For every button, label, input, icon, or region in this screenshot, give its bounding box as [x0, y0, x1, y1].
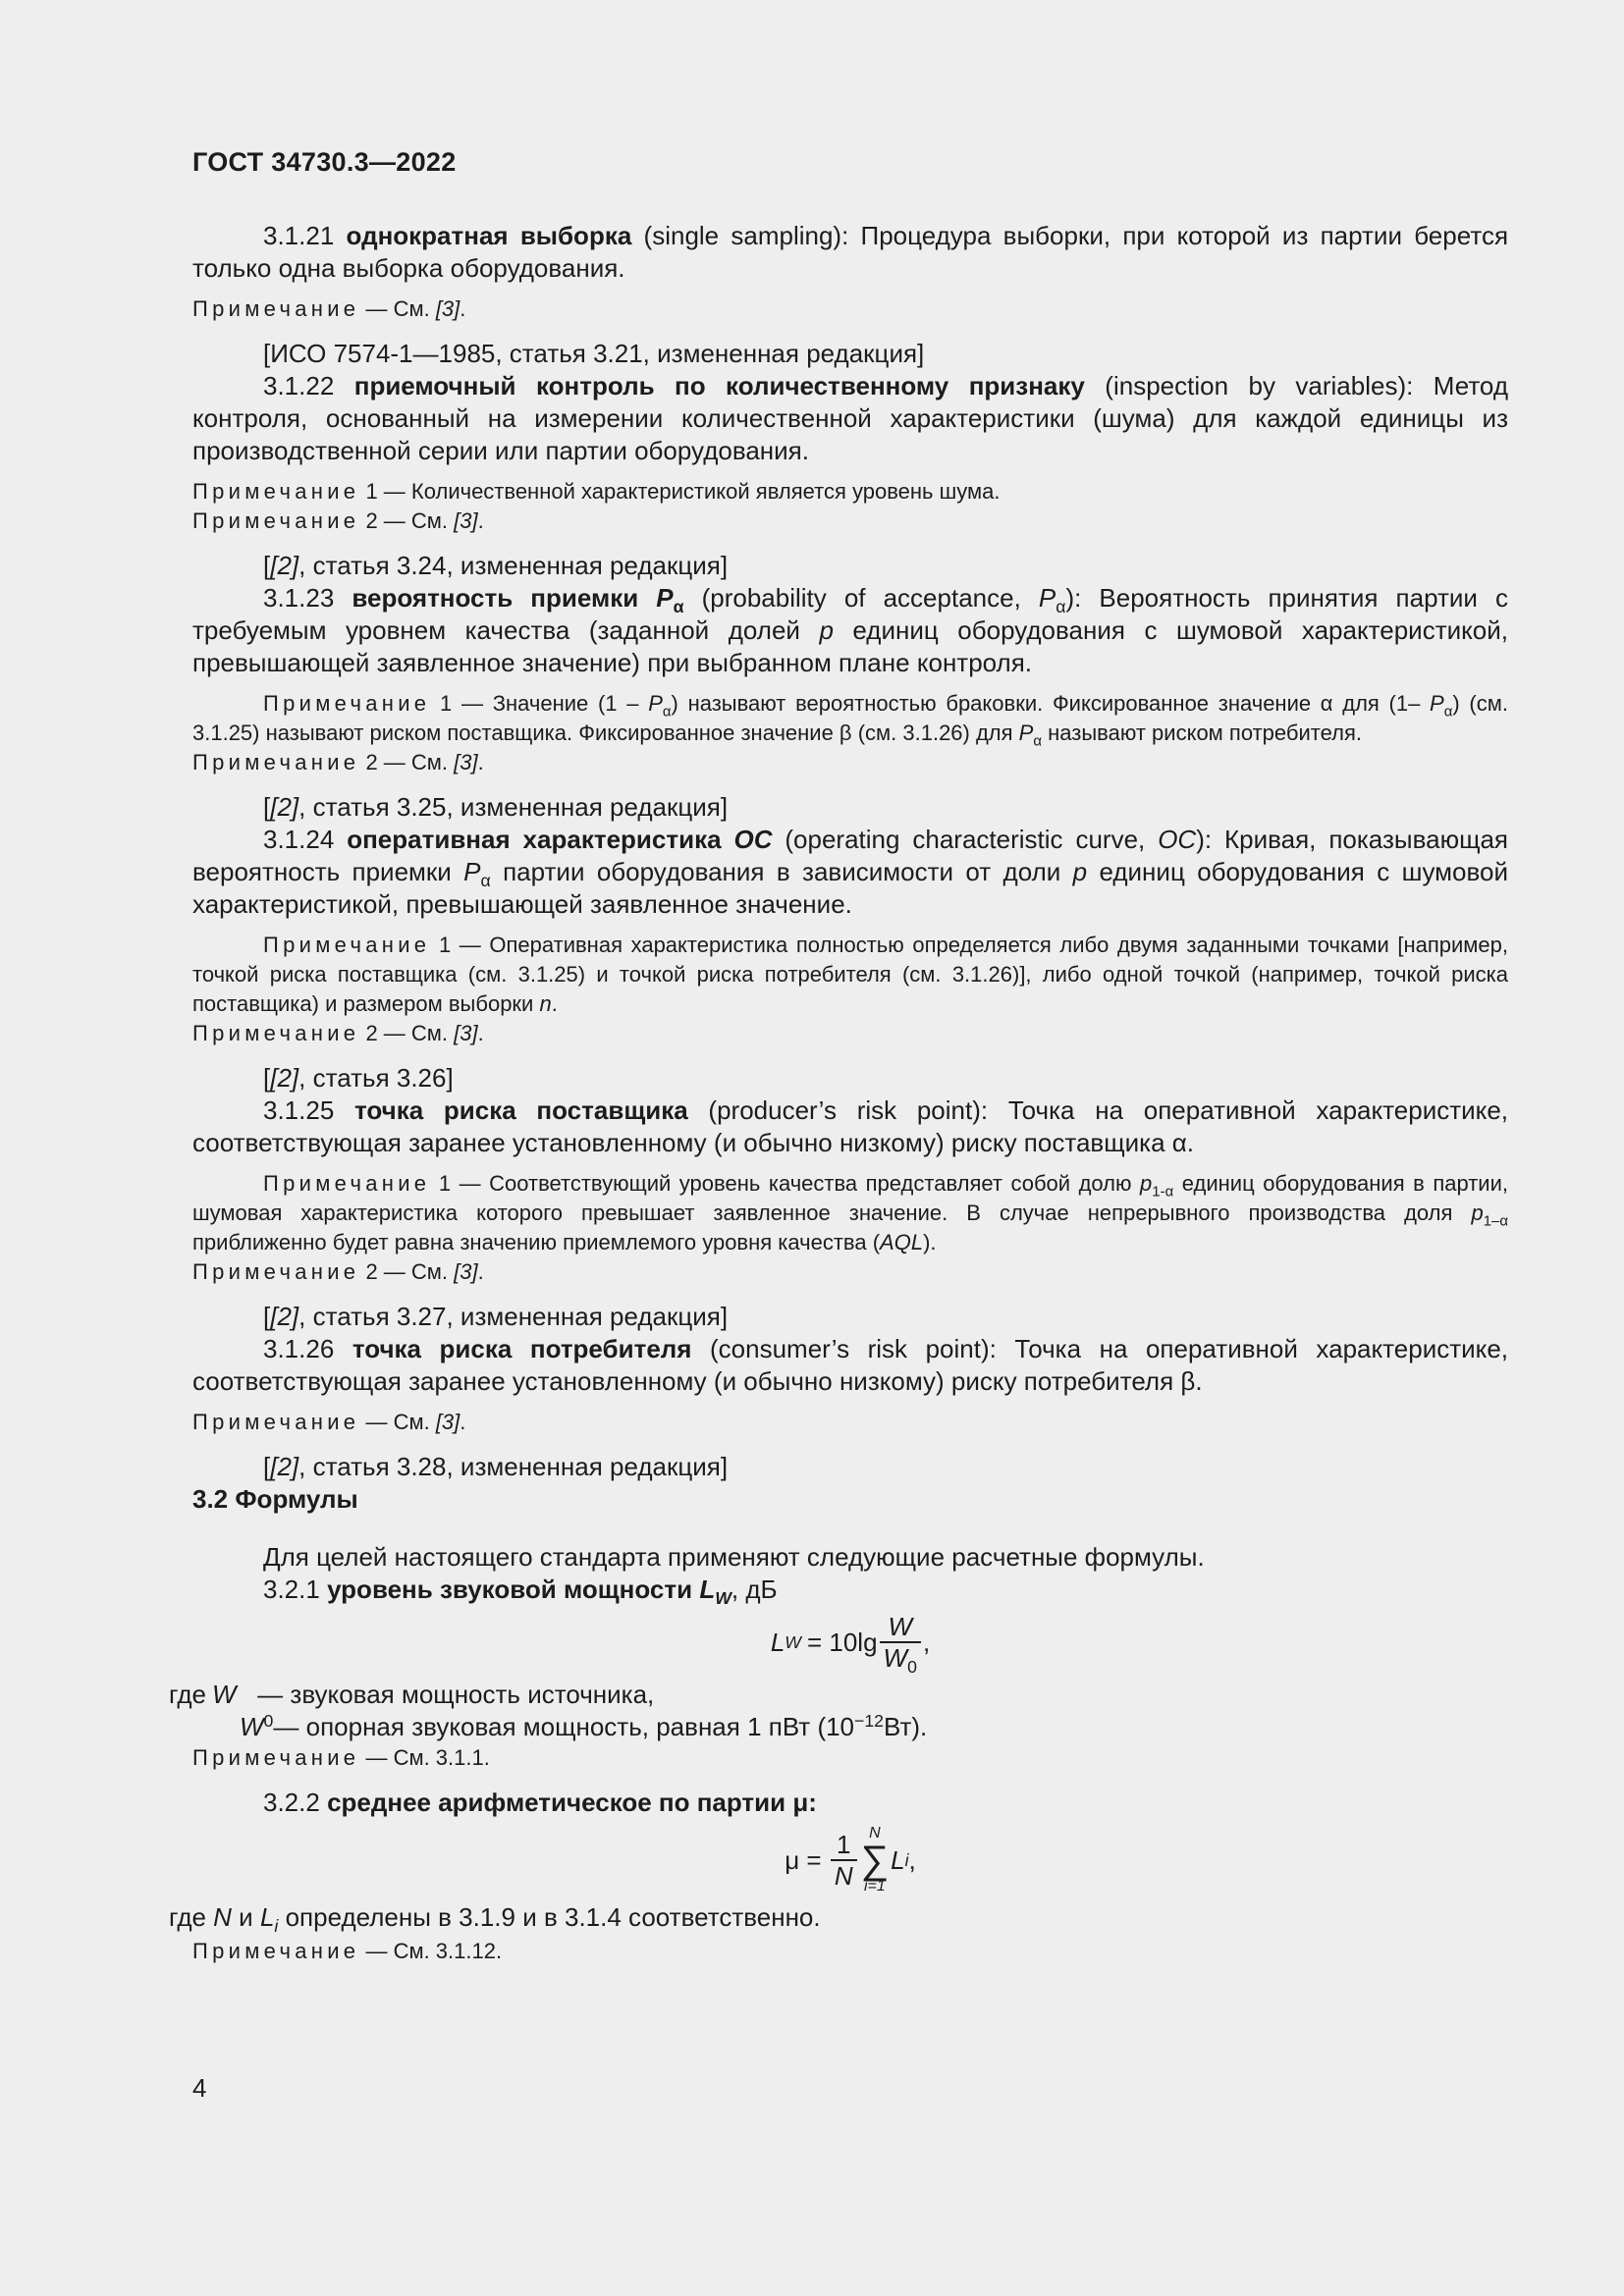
note-3-2-1: [192, 1743, 1508, 1773]
reference-link[interactable]: [2]: [270, 1302, 299, 1331]
symbol: p: [819, 615, 834, 645]
note-text: 2 — См.: [359, 1259, 455, 1284]
section-intro: Для целей настоящего стандарта применяют следующие расчетные формулы.: [263, 1542, 1205, 1572]
note-text: 1 — Количественной характеристикой является уровень шума.: [359, 479, 1001, 504]
where-text: — звуковая мощность источника,: [236, 1680, 655, 1709]
note-3-1-22-2: [192, 507, 1508, 536]
note-text: называют риском потребителя.: [1042, 721, 1362, 745]
note-3-1-23-2: [192, 748, 1508, 777]
where-label: где: [169, 1680, 206, 1709]
formula-fraction: [831, 1830, 857, 1891]
clause-3-1-22: [192, 370, 1508, 467]
note-text: 1 — Соответствующий уровень качества представляет собой долю: [430, 1171, 1141, 1196]
fraction-denominator: [880, 1641, 921, 1678]
formula-subscript: 0: [263, 1711, 274, 1731]
clause-text: единиц оборудования с шумовой характеристикой, превышающей заявленное значение) при выбранном плане контроля.: [192, 615, 1508, 677]
symbol: OC: [1158, 825, 1197, 854]
clause-text: ): Вероятность принятия партии с требуемым уровнем качества (заданной долей: [192, 583, 1508, 645]
symbol-subscript: α: [1056, 597, 1066, 617]
formula-subscript: i: [274, 1916, 279, 1937]
formula-arithmetic-mean: μ = $\frac{1}{N}$ N ∑ i=1 L i ,: [785, 1825, 916, 1895]
note-end: .: [460, 1410, 466, 1434]
note-text: 1 — Оперативная характеристика полностью определяется либо двумя заданными точками [например, точкой риска поставщика (см. 3.1.25) и точкой риска потребителя (см. 3.1.26)], либо одной точкой (например, точкой риска поставщика) и размером выборки: [192, 933, 1508, 1016]
symbol: p: [1471, 1201, 1484, 1225]
note-label: Примечание: [192, 296, 360, 321]
reference-link[interactable]: [3]: [454, 750, 478, 774]
clause-text: (operating characteristic curve,: [772, 825, 1159, 854]
note-text: — См.: [359, 1410, 436, 1434]
symbol-subscript: α: [480, 871, 491, 891]
source-text: , статья 3.26]: [298, 1063, 454, 1093]
note-3-2-2: [192, 1937, 1508, 1966]
note-end: .: [460, 296, 466, 321]
note-3-1-23-1: [192, 689, 1508, 748]
note-text: ) называют вероятностью браковки. Фиксированное значение α для (1–: [671, 691, 1431, 716]
clause-term: среднее арифметическое по партии μ:: [327, 1788, 817, 1817]
symbol: P: [648, 691, 663, 716]
document-header: ГОСТ 34730.3—2022: [192, 147, 457, 177]
reference-link[interactable]: [2]: [270, 1452, 299, 1481]
where-row: [240, 1711, 1508, 1743]
clause-term: точка риска потребителя: [352, 1334, 692, 1363]
clause-term: однократная выборка: [346, 221, 632, 250]
where-text: — опорная звуковая мощность, равная 1 пВт (10: [273, 1712, 855, 1741]
source-3-1-26: [[2], статья 3.28, измененная редакция]: [263, 1452, 729, 1481]
note-text: единиц оборудования в партии, шумовая характеристика которого превышает заявленное значение. В случае непрерывного производства доля: [192, 1171, 1508, 1225]
where-block-1: [169, 1679, 1508, 1743]
formula-sound-power-level: L W = 10lg $\frac{W}{W_0}$ ,: [770, 1612, 931, 1678]
note-end: ).: [923, 1230, 937, 1255]
note-end: .: [477, 750, 484, 774]
clause-term: оперативная характеристика: [347, 825, 734, 854]
symbol: P: [463, 857, 481, 886]
source-3-1-25: [[2], статья 3.27, измененная редакция]: [263, 1302, 729, 1331]
clause-text: (producer’s risk point): Точка на оперативной характеристике, соответствующая заранее установленному (и обычно низкому) риску поставщика α.: [192, 1095, 1509, 1157]
summation-sign: ∑: [860, 1839, 890, 1882]
clause-number: 3.1.22: [263, 371, 354, 400]
clause-text: ): Кривая, показывающая вероятность приемки: [192, 825, 1508, 886]
section-heading-3-2: 3.2 Формулы: [192, 1484, 358, 1514]
note-label: Примечание: [192, 1745, 360, 1770]
note-label: Примечание: [192, 1021, 360, 1045]
source-text: , статья 3.24, измененная редакция]: [298, 551, 729, 580]
where-text: определены в 3.1.9 и в 3.1.4 соответственно.: [278, 1902, 821, 1932]
reference-link[interactable]: [2]: [270, 551, 299, 580]
source-text: , статья 3.27, измененная редакция]: [298, 1302, 729, 1331]
summation: [861, 1825, 890, 1896]
clause-3-1-26: [192, 1333, 1508, 1398]
document-body: [169, 220, 1509, 1966]
note-label: Примечание: [192, 1410, 360, 1434]
note-label: Примечание: [192, 479, 360, 504]
note-end: .: [551, 991, 558, 1016]
symbol: OC: [733, 825, 773, 854]
fraction-denominator: N: [831, 1859, 857, 1891]
formula-superscript: −12: [854, 1711, 885, 1731]
note-3-1-24-1: [192, 931, 1508, 1019]
formula-symbol: N: [213, 1902, 232, 1932]
note-3-1-21: [192, 294, 1508, 324]
symbol: n: [539, 991, 552, 1016]
where-text: Вт).: [884, 1712, 928, 1741]
symbol: AQL: [880, 1230, 924, 1255]
formula-fraction: [880, 1612, 921, 1678]
clause-number: 3.1.24: [263, 825, 348, 854]
reference-link[interactable]: [3]: [435, 1410, 460, 1434]
reference-link[interactable]: [3]: [454, 1021, 478, 1045]
reference-link[interactable]: [2]: [270, 792, 299, 822]
page-number: 4: [192, 2073, 207, 2103]
clause-text: (probability of acceptance,: [683, 583, 1039, 613]
note-text: 1 — Значение (1 –: [430, 691, 649, 716]
summation-upper-limit: N: [869, 1825, 881, 1842]
symbol: P: [656, 583, 674, 613]
clause-number: 3.1.25: [263, 1095, 355, 1125]
clause-3-1-21: [192, 220, 1508, 285]
source-text: , статья 3.28, измененная редакция]: [298, 1452, 729, 1481]
clause-number: 3.2.2: [263, 1788, 328, 1817]
note-label: Примечание: [192, 1939, 360, 1964]
note-end: .: [477, 1259, 484, 1284]
symbol-subscript: α: [1033, 732, 1043, 750]
symbol: P: [1018, 721, 1034, 745]
symbol-subscript: 1–α: [1483, 1212, 1508, 1230]
note-end: .: [477, 508, 484, 533]
clause-term: точка риска поставщика: [354, 1095, 688, 1125]
clause-3-2-1: [192, 1574, 1508, 1609]
clause-text: (inspection by variables): Метод контроля, основанный на измерении количественной характеристики (шума) для каждой единицы из производственной серии или партии оборудования.: [192, 371, 1508, 465]
clause-text: (single sampling): Процедура выборки, при которой из партии берется только одна выборка оборудования.: [192, 221, 1509, 283]
where-label: где: [169, 1902, 214, 1932]
formula-subscript: 0: [907, 1657, 917, 1678]
where-block-2: [169, 1901, 1508, 1937]
note-text: 2 — См.: [359, 750, 455, 774]
formula-operator: = 10lg: [806, 1627, 878, 1657]
symbol-subscript: α: [673, 597, 684, 617]
symbol: L: [699, 1575, 716, 1604]
note-text: — См. 3.1.12.: [359, 1939, 503, 1964]
reference-link[interactable]: [3]: [435, 296, 460, 321]
note-text: — См. 3.1.1.: [359, 1745, 490, 1770]
formula-symbol: L: [891, 1844, 905, 1875]
source-3-1-21: [ИСО 7574-1—1985, статья 3.21, измененная редакция]: [263, 339, 925, 368]
clause-text: партии оборудования в зависимости от доли: [490, 857, 1073, 886]
note-label: Примечание: [192, 508, 360, 533]
formula-punctuation: ,: [922, 1627, 931, 1657]
symbol-subscript: α: [662, 703, 672, 721]
note-text: приближенно будет равна значению приемлемого уровня качества (: [192, 1230, 881, 1255]
where-text: и: [231, 1902, 260, 1932]
note-label: Примечание: [263, 1171, 431, 1196]
note-label: Примечание: [263, 933, 431, 957]
note-label: Примечание: [192, 750, 360, 774]
clause-text: (consumer’s risk point): Точка на оперативной характеристике, соответствующая заранее установленному (и обычно низкому) риску потребителя β.: [192, 1334, 1509, 1396]
note-3-1-25-1: [192, 1169, 1508, 1257]
clause-number: 3.1.23: [263, 583, 352, 613]
symbol: P: [1430, 691, 1444, 716]
note-label: Примечание: [263, 691, 431, 716]
note-text: 2 — См.: [359, 1021, 455, 1045]
clause-3-1-25: [192, 1095, 1508, 1159]
note-3-1-24-2: [192, 1019, 1508, 1048]
reference-link[interactable]: [3]: [454, 508, 478, 533]
fraction-numerator: W: [888, 1612, 913, 1641]
summation-lower-limit: i=1: [863, 1878, 886, 1895]
note-text: 2 — См.: [359, 508, 455, 533]
reference-link[interactable]: [2]: [270, 1063, 299, 1093]
formula-symbol: μ =: [785, 1844, 829, 1875]
clause-3-1-23: [192, 582, 1508, 679]
clause-term: уровень звуковой мощности: [327, 1575, 700, 1604]
clause-number: 3.1.21: [263, 221, 347, 250]
formula-punctuation: ,: [908, 1844, 916, 1875]
source-3-1-24: [[2], статья 3.26]: [263, 1063, 454, 1093]
formula-symbol: L: [770, 1627, 785, 1657]
note-text: — См.: [359, 296, 436, 321]
note-3-1-22-1: [192, 477, 1508, 507]
formula-symbol: W: [883, 1643, 908, 1673]
symbol: p: [1072, 857, 1088, 886]
clause-3-1-24: [192, 824, 1508, 921]
clause-text: единиц оборудования с шумовой характеристикой, превышающей заявленное значение.: [192, 857, 1508, 919]
formula-symbol: W: [211, 1680, 237, 1709]
note-label: Примечание: [192, 1259, 360, 1284]
symbol-subscript: 1-α: [1152, 1183, 1174, 1201]
note-3-1-25-2: [192, 1257, 1508, 1287]
clause-number: 3.2.1: [263, 1575, 328, 1604]
clause-3-2-2: [192, 1787, 1508, 1819]
source-3-1-23: [[2], статья 3.25, измененная редакция]: [263, 792, 729, 822]
source-text: , статья 3.25, измененная редакция]: [298, 792, 729, 822]
fraction-numerator: 1: [837, 1830, 851, 1859]
symbol: P: [1038, 583, 1056, 613]
note-text: ) (см. 3.1.25) называют риском поставщика. Фиксированное значение β (см. 3.1.26) для: [192, 691, 1508, 745]
clause-term: вероятность приемки: [352, 583, 657, 613]
where-row: [169, 1679, 1508, 1711]
reference-link[interactable]: [3]: [454, 1259, 478, 1284]
formula-symbol: W: [240, 1712, 264, 1741]
note-3-1-26: [192, 1408, 1508, 1437]
formula-symbol: L: [259, 1902, 275, 1932]
symbol-subscript: α: [1443, 703, 1453, 721]
symbol-subscript: W: [715, 1588, 731, 1609]
note-end: .: [477, 1021, 484, 1045]
symbol: p: [1140, 1171, 1153, 1196]
unit-text: , дБ: [731, 1575, 778, 1604]
clause-number: 3.1.26: [263, 1334, 352, 1363]
clause-term: приемочный контроль по количественному признаку: [353, 371, 1085, 400]
source-3-1-22: [[2], статья 3.24, измененная редакция]: [263, 551, 729, 580]
